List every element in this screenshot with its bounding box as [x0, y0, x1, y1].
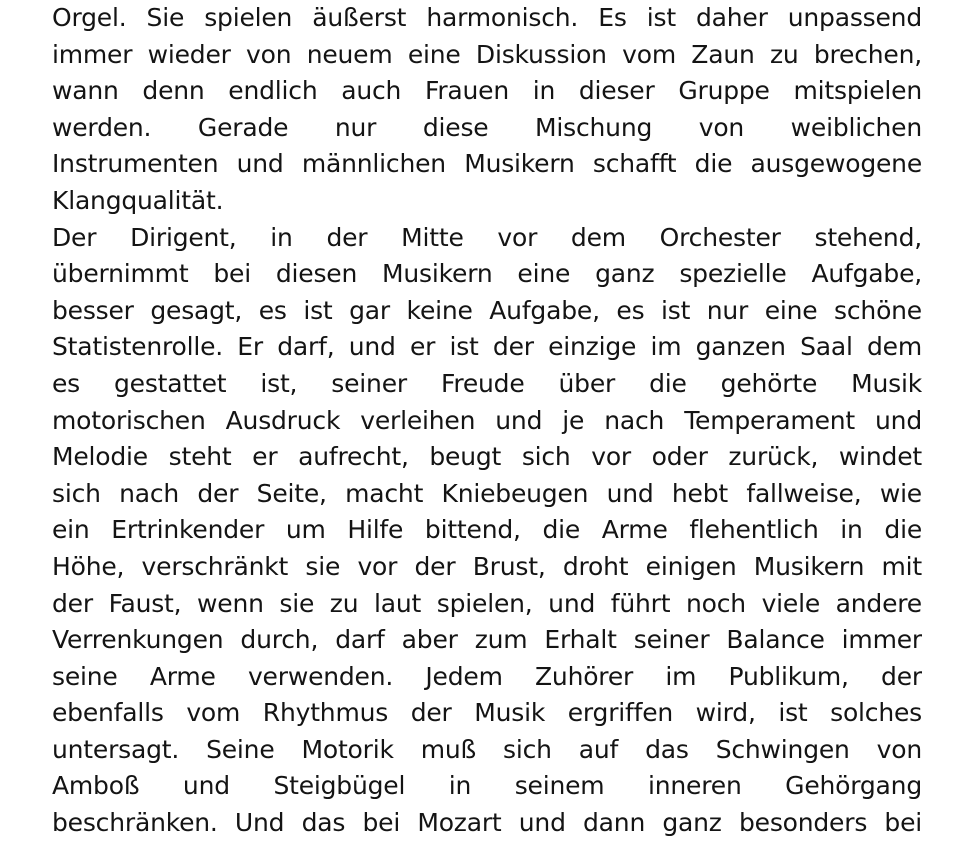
text-line: Höhe, verschränkt sie vor der Brust, droht einigen Musikern mit: [52, 551, 922, 581]
text-line: untersagt. Seine Motorik muß sich auf das Schwingen von: [52, 734, 922, 764]
text-line: Amboß und Steigbügel in seinem inneren Gehörgang: [52, 771, 922, 801]
text-line: Der Dirigent, in der Mitte vor dem Orchester stehend,: [52, 222, 922, 252]
text-line: Verrenkungen durch, darf aber zum Erhalt seiner Balance immer: [52, 625, 922, 655]
text-line: Statistenrolle. Er darf, und er ist der einzige im ganzen Saal dem: [52, 332, 922, 362]
text-line: der Faust, wenn sie zu laut spielen, und führt noch viele andere: [52, 588, 922, 618]
text-line: übernimmt bei diesen Musikern eine ganz spezielle Aufgabe,: [52, 259, 922, 289]
text-line: seine Arme verwenden. Jedem Zuhörer im Publikum, der: [52, 661, 922, 691]
text-line: werden. Gerade nur diese Mischung von weiblichen: [52, 112, 922, 142]
text-line: wann denn endlich auch Frauen in dieser Gruppe mitspielen: [52, 76, 922, 106]
text-line: immer wieder von neuem eine Diskussion vom Zaun zu brechen,: [52, 39, 922, 69]
text-line: motorischen Ausdruck verleihen und je nach Temperament und: [52, 405, 922, 435]
text-line: beschränken. Und das bei Mozart und dann ganz besonders bei: [52, 808, 922, 838]
document-page: [52, 0, 922, 855]
text-line: besser gesagt, es ist gar keine Aufgabe, es ist nur eine schöne: [52, 295, 922, 325]
text-line: ein Ertrinkender um Hilfe bittend, die Arme flehentlich in die: [52, 515, 922, 545]
text-line: Melodie steht er aufrecht, beugt sich vor oder zurück, windet: [52, 442, 922, 472]
text-line: ebenfalls vom Rhythmus der Musik ergriffen wird, ist solches: [52, 698, 922, 728]
text-line: es gestattet ist, seiner Freude über die gehörte Musik: [52, 368, 922, 398]
text-line: sich nach der Seite, macht Kniebeugen und hebt fallweise, wie: [52, 478, 922, 508]
text-line: Instrumenten und männlichen Musikern schafft die ausgewogene: [52, 149, 922, 179]
text-line: Orgel. Sie spielen äußerst harmonisch. Es ist daher unpassend: [52, 3, 922, 32]
text-line: Klangqualität.: [52, 185, 224, 215]
